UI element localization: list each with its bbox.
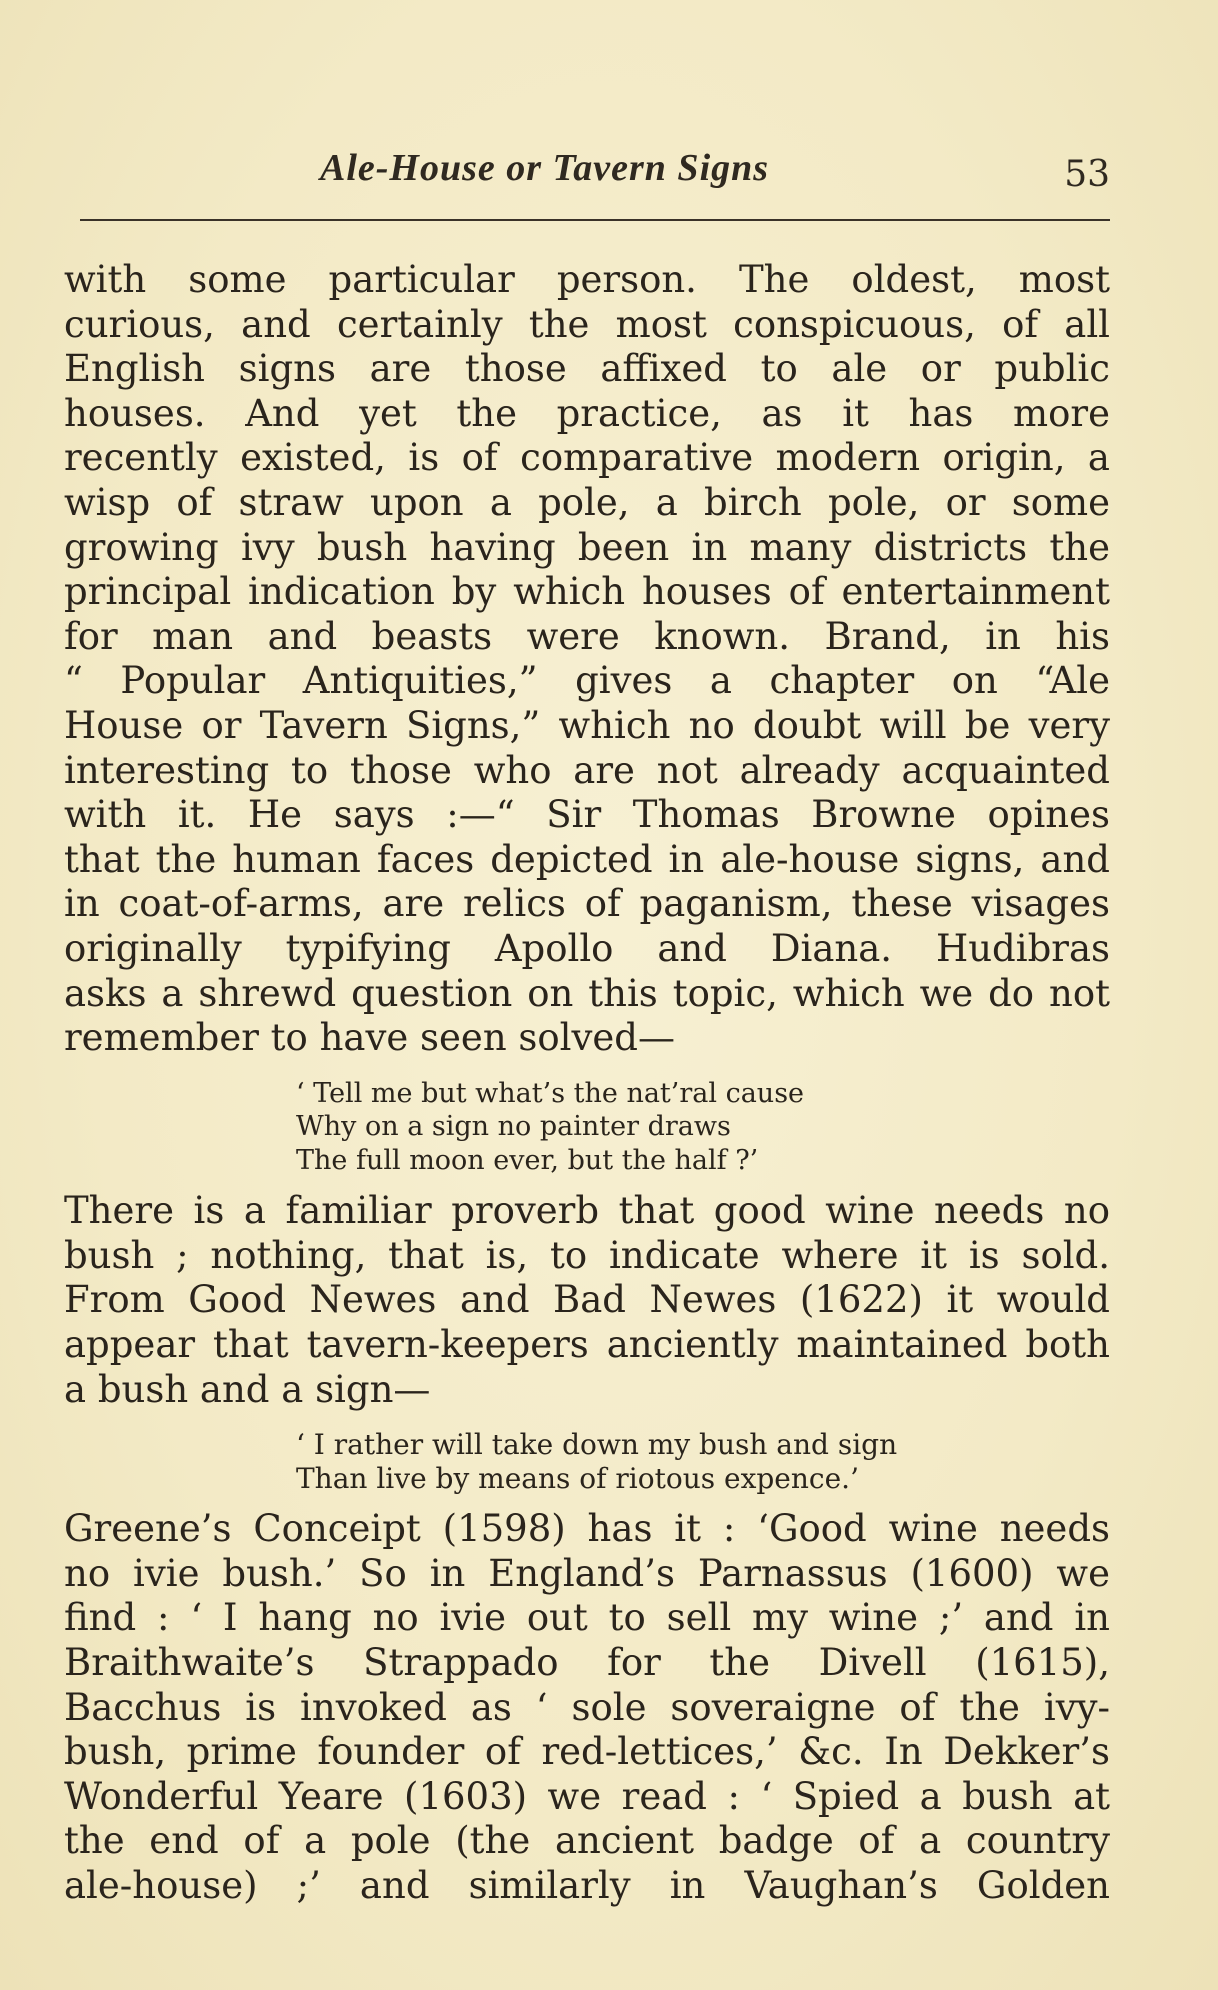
text-line: From Good Newes and Bad Newes (1622) it would [64,1278,1110,1322]
body-text [64,258,1110,1909]
text-line: growing ivy bush having been in many districts the [64,525,1110,569]
text-line: houses. And yet the practice, as it has more [64,391,1110,435]
verse-line: The full moon ever, but the half ?’ [296,1144,759,1176]
running-title: Ale-House or Tavern Signs [320,147,770,189]
text-line: find : ‘ I hang no ivie out to sell my wine ;’ and in [64,1596,1110,1640]
text-line: with it. He says :—“ Sir Thomas Browne opines [64,793,1110,837]
text-line: Greene’s Conceipt (1598) has it : ‘Good wine needs [64,1507,1110,1551]
verse-line: Why on a sign no painter draws [296,1111,731,1143]
text-line: ale-house) ;’ and similarly in Vaughan’s Golden [64,1863,1110,1907]
paragraph-1 [64,258,1110,1061]
text-line: curious, and certainly the most conspicuous, of all [64,302,1110,346]
text-line: Wonderful Yeare (1603) we read : ‘ Spied a bush at [64,1774,1110,1818]
verse-line: ‘ Tell me but what’s the nat’ral cause [296,1077,805,1109]
text-line: remember to have seen solved— [64,1016,675,1060]
page-header [80,146,1110,216]
text-line: Braithwaite’s Strappado for the Divell (1615), [64,1640,1110,1684]
header-rule [80,219,1110,221]
text-line: Bacchus is invoked as ‘ sole soveraigne of the ivy- [64,1685,1110,1729]
text-line: a bush and a sign— [64,1367,431,1411]
text-line: interesting to those who are not already acquainted [64,748,1110,792]
text-line: no ivie bush.’ So in England’s Parnassus (1600) we [64,1551,1110,1595]
text-line: that the human faces depicted in ale-house signs, and [64,837,1110,881]
verse-quote-2 [296,1428,1110,1495]
text-line: in coat-of-arms, are relics of paganism, these visages [64,882,1110,926]
text-line: originally typifying Apollo and Diana. Hudibras [64,926,1110,970]
text-line: House or Tavern Signs,” which no doubt will be very [64,703,1110,747]
text-line: bush ; nothing, that is, to indicate where it is sold. [64,1233,1110,1277]
text-line: English signs are those affixed to ale or public [64,347,1110,391]
text-line: principal indication by which houses of entertainment [64,570,1110,614]
text-line: wisp of straw upon a pole, a birch pole, or some [64,480,1110,524]
text-line: the end of a pole (the ancient badge of a country [64,1819,1110,1863]
text-line: with some particular person. The oldest, most [64,258,1110,301]
verse-line: ‘ I rather will take down my bush and sign [296,1428,898,1462]
text-line: bush, prime founder of red-lettices,’ &c. In Dekker’s [64,1730,1110,1774]
text-line: for man and beasts were known. Brand, in his [64,614,1110,658]
verse-quote-1 [296,1077,1110,1178]
text-line: There is a familiar proverb that good wine needs no [64,1189,1110,1233]
text-line: asks a shrewd question on this topic, which we do not [64,971,1110,1015]
text-line: appear that tavern-keepers anciently maintained both [64,1322,1110,1366]
page-number: 53 [1064,154,1110,195]
verse-line: Than live by means of riotous expence.’ [296,1461,859,1495]
paragraph-3 [64,1507,1110,1908]
text-line: recently existed, is of comparative modern origin, a [64,436,1110,480]
text-line: “ Popular Antiquities,” gives a chapter on “Ale [64,659,1110,703]
paragraph-2 [64,1189,1110,1412]
